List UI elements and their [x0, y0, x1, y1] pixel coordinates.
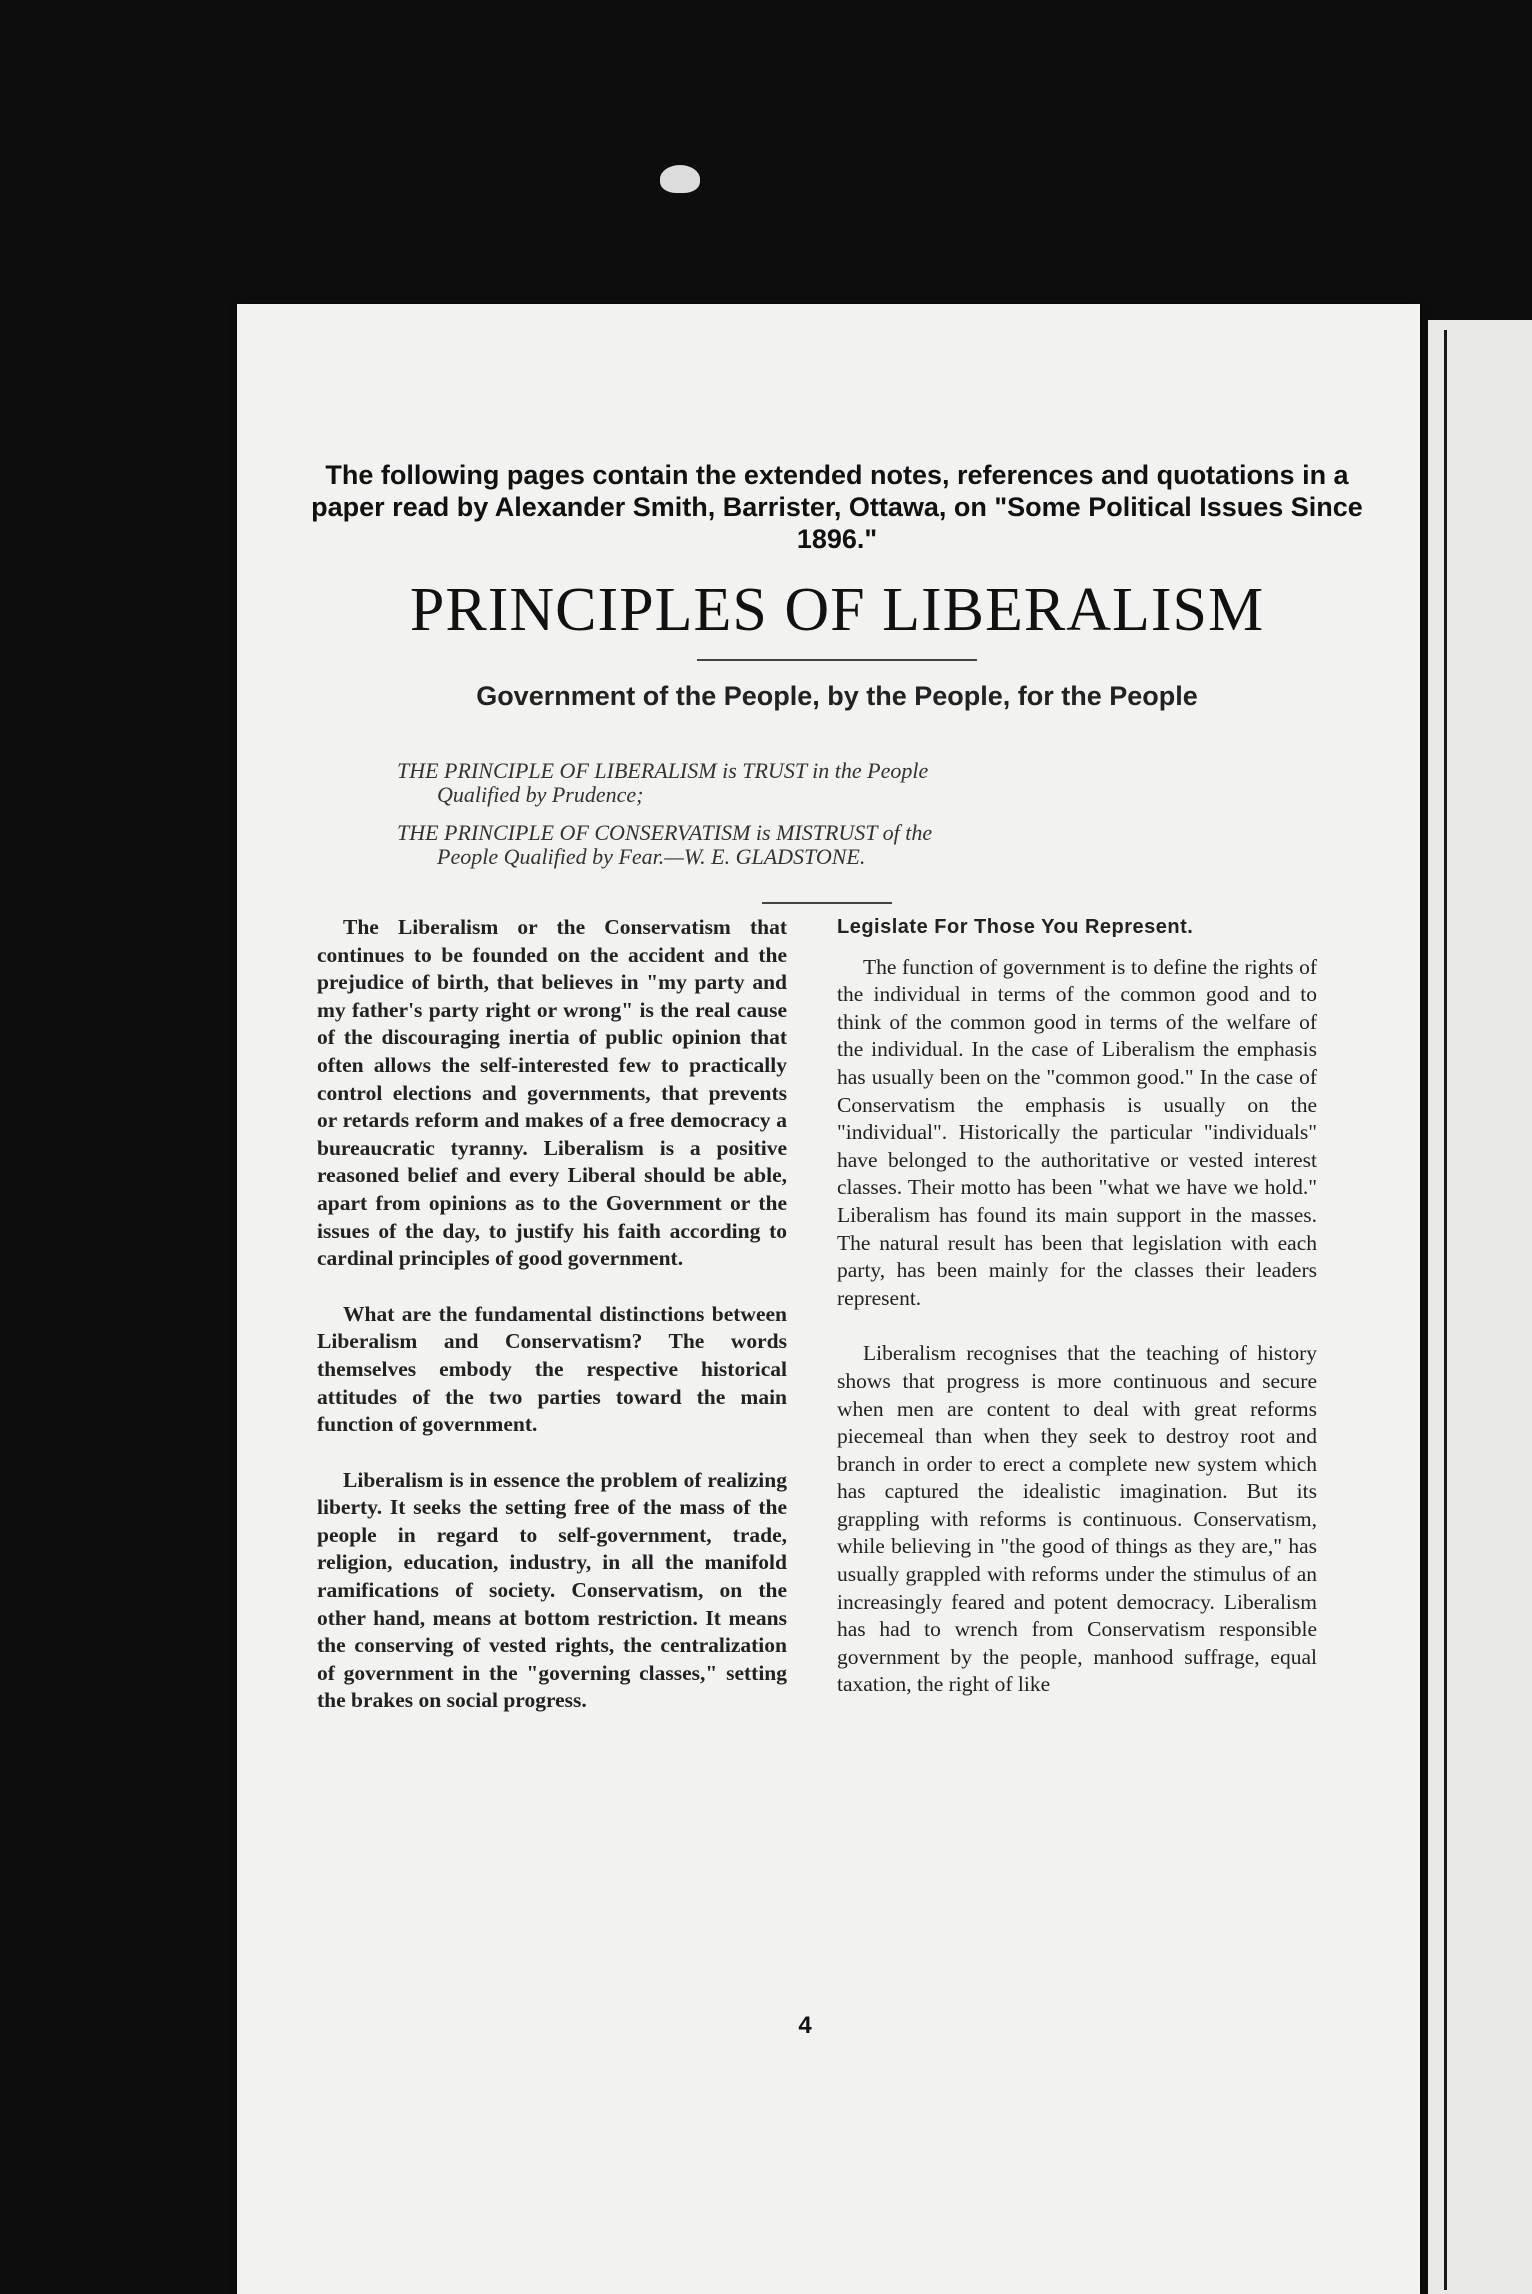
document-page	[237, 304, 1420, 2294]
title-divider	[697, 659, 977, 661]
paragraph: Liberalism recognises that the teaching of history shows that progress is more continuous and secure when men are content to deal with great reforms piecemeal than when they seek to destroy root and branch in order to erect a complete new system which has captured the idealistic imagination. But its grappling with reforms is continuous. Conservatism, while believing in "the good of things as they are," has usually grappled with reforms under the stimulus of an increasingly feared and potent democracy. Liberalism has had to wrench from Conservatism responsible government by the people, manhood suffrage, equal taxation, the right of like	[837, 1341, 1317, 1697]
page-title: PRINCIPLES OF LIBERALISM	[409, 576, 1265, 644]
page-binding-line	[1444, 330, 1447, 2290]
page-number: 4	[798, 2012, 812, 2039]
section-heading: Legislate For Those You Represent.	[837, 916, 1194, 938]
paragraph: The Liberalism or the Conservatism that continues to be founded on the accident and the prejudice of birth, that believes in "my party and my father's party right or wrong" is the real cause of the discouraging inertia of public opinion that often allows the self-interested few to practically control elections and governments, that prevents or retards reform and makes of a free democracy a bureaucratic tyranny. Liberalism is a positive reasoned belief and every Liberal should be able, apart from opinions as to the Government or the issues of the day, to justify his faith according to cardinal principles of good government.	[317, 915, 787, 1271]
paragraph: What are the fundamental distinctions between Liberalism and Conservatism? The words themselves embody the respective historical attitudes of the two parties toward the main function of government.	[317, 1301, 787, 1437]
scan-artifact	[660, 165, 700, 193]
page-subtitle: Government of the People, by the People, for the People	[476, 681, 1198, 711]
intro-note: The following pages contain the extended notes, references and quotations in a paper read by Alexander Smith, Barrister, Ottawa, on "Some Political Issues Since 1896."	[311, 460, 1363, 554]
quote-line: Qualified by Prudence;	[437, 782, 644, 807]
right-column	[837, 914, 1317, 1727]
left-column	[317, 914, 787, 1743]
quote-line: People Qualified by Fear.—W. E. GLADSTONE.	[437, 844, 866, 869]
quote-line: THE PRINCIPLE OF LIBERALISM is TRUST in the People	[397, 758, 929, 783]
quote-line: THE PRINCIPLE OF CONSERVATISM is MISTRUST of the	[397, 820, 933, 845]
paragraph: The function of government is to define the rights of the individual in terms of the common good and to think of the common good in terms of the welfare of the individual. In the case of Liberalism the emphasis has usually been on the "common good." In the case of Conservatism the emphasis is usually on the "individual". Historically the particular "individuals" have belonged to the authoritative or vested interest classes. Their motto has been "what we have we hold." Liberalism has found its main support in the masses. The natural result has been that legislation with each party, has been mainly for the classes their leaders represent.	[837, 954, 1317, 1310]
gladstone-quote-liberalism	[397, 759, 1297, 807]
paragraph: Liberalism is in essence the problem of realizing liberty. It seeks the setting free of the mass of the people in regard to self-government, trade, religion, education, industry, in all the manifold ramifications of society. Conservatism, on the other hand, means at bottom restriction. It means the conserving of vested rights, the centralization of government in the "governing classes," setting the brakes on social progress.	[317, 1467, 787, 1713]
gladstone-quote-conservatism	[397, 821, 1297, 869]
section-divider	[762, 902, 892, 904]
